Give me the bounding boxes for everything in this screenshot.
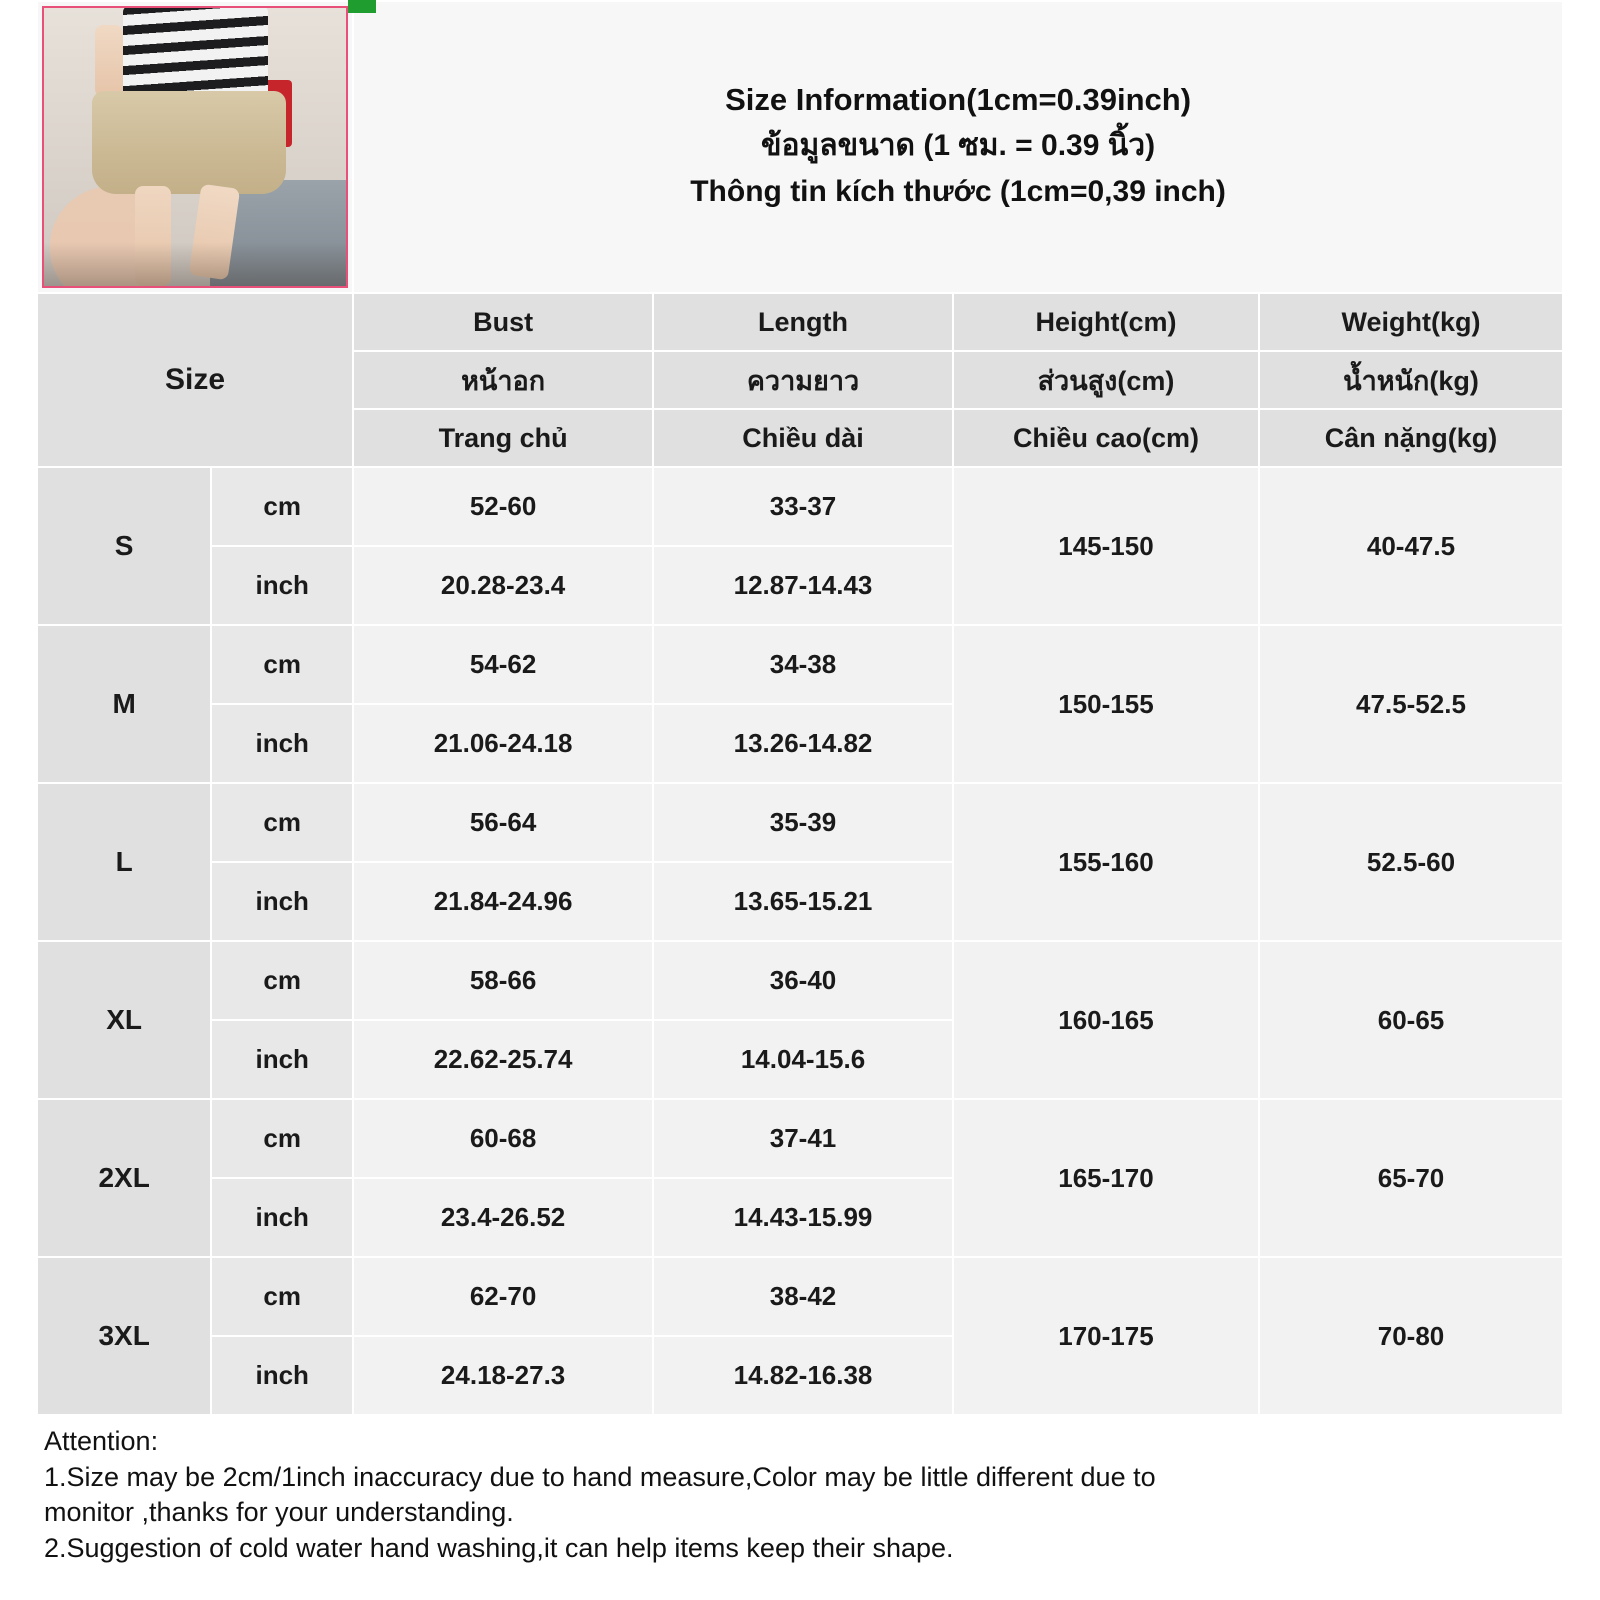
row-unit-inch: inch [211,546,353,625]
row-unit-inch: inch [211,1336,353,1415]
table-header-band [37,1,1563,293]
title-english: Size Information(1cm=0.39inch) [725,81,1192,117]
cell-length-inch: 13.26-14.82 [653,704,953,783]
cell-bust-cm: 56-64 [353,783,653,862]
row-unit-cm: cm [211,467,353,546]
row-unit-inch: inch [211,1020,353,1099]
column-header-row-english [37,293,1563,351]
table-row [37,1257,1563,1336]
cell-bust-cm: 62-70 [353,1257,653,1336]
photo-beige-shorts [92,91,285,194]
column-header-bust-en: Bust [353,293,653,351]
table-row [37,783,1563,862]
attention-heading: Attention: [44,1426,159,1456]
green-marker-tab [348,0,376,13]
column-header-length-vi: Chiều dài [653,409,953,467]
cell-weight: 52.5-60 [1259,783,1563,941]
column-header-length-th: ความยาว [653,351,953,409]
row-unit-inch: inch [211,1178,353,1257]
column-header-weight-en: Weight(kg) [1259,293,1563,351]
cell-bust-inch: 24.18-27.3 [353,1336,653,1415]
attention-line-1a: 1.Size may be 2cm/1inch inaccuracy due to hand measure,Color may be little different due to [44,1461,1156,1492]
column-header-weight-vi: Cân nặng(kg) [1259,409,1563,467]
cell-length-cm: 38-42 [653,1257,953,1336]
cell-bust-cm: 54-62 [353,625,653,704]
table-row [37,625,1563,704]
cell-weight: 70-80 [1259,1257,1563,1415]
cell-height: 160-165 [953,941,1259,1099]
row-unit-cm: cm [211,1099,353,1178]
cell-height: 170-175 [953,1257,1259,1415]
column-header-height-th: ส่วนสูง(cm) [953,351,1259,409]
cell-bust-cm: 60-68 [353,1099,653,1178]
cell-length-cm: 33-37 [653,467,953,546]
product-photo [42,6,348,288]
photo-arm [95,25,122,97]
cell-length-inch: 14.82-16.38 [653,1336,953,1415]
row-size-label: XL [37,941,211,1099]
cell-bust-inch: 21.06-24.18 [353,704,653,783]
photo-striped-top [123,6,268,101]
row-size-label: 3XL [37,1257,211,1415]
attention-line-2: 2.Suggestion of cold water hand washing,it can help items keep their shape. [44,1532,954,1563]
column-header-size: Size [37,293,353,467]
cell-length-inch: 13.65-15.21 [653,862,953,941]
cell-bust-inch: 20.28-23.4 [353,546,653,625]
cell-length-cm: 34-38 [653,625,953,704]
cell-height: 150-155 [953,625,1259,783]
attention-note [36,1416,1564,1567]
cell-bust-inch: 21.84-24.96 [353,862,653,941]
cell-height: 145-150 [953,467,1259,625]
table-row [37,941,1563,1020]
cell-bust-inch: 23.4-26.52 [353,1178,653,1257]
title-vietnamese: Thông tin kích thước (1cm=0,39 inch) [690,174,1226,208]
cell-height: 155-160 [953,783,1259,941]
row-unit-cm: cm [211,625,353,704]
row-unit-cm: cm [211,783,353,862]
cell-weight: 47.5-52.5 [1259,625,1563,783]
cell-height: 165-170 [953,1099,1259,1257]
title-thai: ข้อมูลขนาด (1 ซม. = 0.39 นิ้ว) [761,128,1156,162]
cell-bust-cm: 58-66 [353,941,653,1020]
size-chart-table [36,0,1564,1416]
table-row [37,467,1563,546]
cell-length-inch: 14.04-15.6 [653,1020,953,1099]
cell-length-cm: 37-41 [653,1099,953,1178]
product-photo-cell [37,1,353,293]
cell-length-cm: 35-39 [653,783,953,862]
cell-length-inch: 14.43-15.99 [653,1178,953,1257]
attention-line-1b: monitor ,thanks for your understanding. [44,1497,514,1528]
column-header-height-en: Height(cm) [953,293,1259,351]
column-header-bust-vi: Trang chủ [353,409,653,467]
cell-bust-inch: 22.62-25.74 [353,1020,653,1099]
row-unit-inch: inch [211,862,353,941]
row-unit-cm: cm [211,1257,353,1336]
column-header-weight-th: น้ำหนัก(kg) [1259,351,1563,409]
column-header-bust-th: หน้าอก [353,351,653,409]
table-row [37,1099,1563,1178]
photo-floor-shadow [44,242,346,286]
cell-weight: 65-70 [1259,1099,1563,1257]
cell-length-inch: 12.87-14.43 [653,546,953,625]
cell-length-cm: 36-40 [653,941,953,1020]
row-size-label: S [37,467,211,625]
cell-weight: 40-47.5 [1259,467,1563,625]
row-size-label: L [37,783,211,941]
row-size-label: 2XL [37,1099,211,1257]
photo-background [44,8,346,286]
row-unit-inch: inch [211,704,353,783]
title-cell [353,1,1563,293]
column-header-length-en: Length [653,293,953,351]
row-unit-cm: cm [211,941,353,1020]
column-header-height-vi: Chiều cao(cm) [953,409,1259,467]
cell-weight: 60-65 [1259,941,1563,1099]
row-size-label: M [37,625,211,783]
cell-bust-cm: 52-60 [353,467,653,546]
